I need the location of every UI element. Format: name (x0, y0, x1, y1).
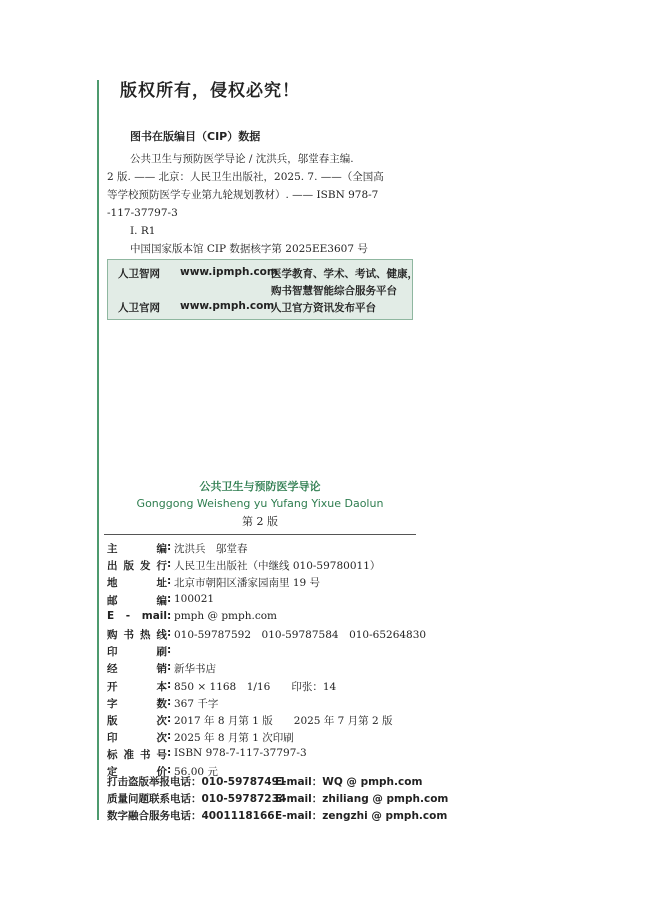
cip-data-block (107, 128, 417, 258)
pub-value: 367 千字 (174, 697, 219, 710)
pub-colon: : (167, 747, 172, 760)
cip-line: 公共卫生与预防医学导论 / 沈洪兵，邬堂春主编. (130, 153, 354, 165)
pub-label: 主编 (107, 543, 167, 555)
contact-email: E-mail：zhiliang @ pmph.com (275, 793, 449, 805)
pub-label: 购书热线 (107, 628, 167, 641)
website-url-link[interactable]: www.ipmph.com (180, 266, 278, 278)
contact-phone: 数字融合服务电话：4001118166 (107, 810, 275, 822)
pub-value: 100021 (174, 592, 215, 605)
cip-heading: 图书在版编目（CIP）数据 (130, 130, 261, 143)
pub-colon: : (167, 575, 172, 588)
website-description: 医学教育、学术、考试、健康， (271, 268, 418, 280)
vertical-green-rule (97, 80, 99, 820)
pub-colon: : (167, 541, 172, 553)
website-url-link[interactable]: www.pmph.com (180, 300, 275, 312)
pub-value: ISBN 978-7-117-37797-3 (174, 747, 307, 760)
contact-email: E-mail：WQ @ pmph.com (275, 776, 423, 788)
cip-line: -117-37797-3 (107, 207, 178, 219)
pub-colon: : (167, 764, 172, 777)
pub-value: pmph @ pmph.com (174, 609, 277, 622)
pub-colon: : (167, 592, 172, 605)
pub-label: E - mail (107, 609, 167, 622)
pub-colon: : (167, 695, 172, 708)
book-edition: 第 2 版 (242, 515, 278, 528)
cip-line: Ⅰ. R1 (130, 225, 156, 237)
contact-phone: 打击盗版举报电话：010-59787491 (107, 776, 287, 788)
pub-value: 56.00 元 (174, 766, 218, 779)
pub-label: 字数 (107, 697, 167, 710)
website-info-box (107, 259, 418, 320)
pub-label: 开本 (107, 680, 167, 693)
website-name: 人卫智网 (118, 268, 160, 280)
pub-label: 标准书号 (107, 749, 167, 762)
pub-colon: : (167, 661, 172, 674)
cip-line: 等学校预防医学专业第九轮规划教材）. —— ISBN 978-7 (107, 189, 379, 201)
website-description: 人卫官方资讯发布平台 (271, 302, 376, 314)
pub-value: 新华书店 (174, 663, 216, 676)
pub-colon: : (167, 609, 172, 622)
pub-label: 版次 (107, 714, 167, 727)
pub-value: 850 × 1168 1/16 印张：14 (174, 680, 337, 693)
website-description: 购书智慧智能综合服务平台 (271, 285, 397, 297)
pub-label: 定价 (107, 766, 167, 779)
pub-colon: : (167, 626, 172, 639)
pub-colon: : (167, 730, 172, 743)
pub-label: 经销 (107, 663, 167, 676)
pub-label: 地址 (107, 577, 167, 590)
pub-value: 2025 年 8 月第 1 次印刷 (174, 732, 294, 745)
pub-colon: : (167, 644, 172, 657)
website-name: 人卫官网 (118, 302, 160, 314)
contact-phone: 质量问题联系电话：010-59787234 (107, 793, 287, 805)
pub-colon: : (167, 712, 172, 725)
pub-label: 印次 (107, 732, 167, 745)
pub-label: 出版发行 (107, 560, 167, 573)
book-title-pinyin: Gonggong Weisheng yu Yufang Yixue Daolun (136, 497, 384, 510)
copyright-notice: 版权所有，侵权必究！ (120, 81, 300, 101)
pub-colon: : (167, 678, 172, 691)
pub-colon: : (167, 558, 172, 571)
book-title-block (107, 478, 413, 529)
cip-line: 2 版. —— 北京：人民卫生出版社，2025. 7. ——（全国高 (107, 171, 384, 183)
pub-label: 邮编 (107, 594, 167, 607)
cip-body (107, 150, 417, 258)
pub-value: 沈洪兵 邬堂春 (174, 543, 248, 555)
pub-value: 010-59787592 010-59787584 010-65264830 (174, 628, 427, 641)
pub-label: 印刷 (107, 646, 167, 659)
title-divider (104, 534, 416, 535)
pub-value: 2017 年 8 月第 1 版 2025 年 7 月第 2 版 (174, 714, 393, 727)
cip-line: 中国国家版本馆 CIP 数据核字第 2025EE3607 号 (130, 243, 368, 255)
pub-value: 北京市朝阳区潘家园南里 19 号 (174, 577, 321, 590)
pub-value: 人民卫生出版社（中继线 010-59780011） (174, 560, 381, 573)
book-title-chinese: 公共卫生与预防医学导论 (199, 480, 321, 493)
contact-email: E-mail：zengzhi @ pmph.com (275, 810, 448, 822)
